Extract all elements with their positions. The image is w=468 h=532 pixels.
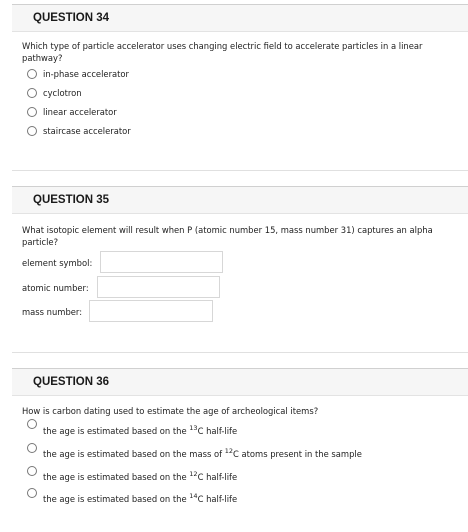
element-symbol-field[interactable]	[100, 251, 223, 273]
question-35-text: What isotopic element will result when P (atomic number 15, mass number 31) captures an alpha particle?	[22, 225, 433, 247]
mass-number-field[interactable]	[89, 300, 213, 322]
q36-option-4-label[interactable]: the age is estimated based on the $^{14}$C half-life	[43, 492, 238, 504]
q36-option-2-label[interactable]: the age is estimated based on the mass of $^{12}$C atoms present in the sample	[43, 447, 362, 459]
atomic-number-label: atomic number:	[22, 283, 89, 293]
question-35-title: QUESTION 35	[33, 194, 110, 206]
element-symbol-label: element symbol:	[22, 258, 93, 268]
q34-option-2-radio[interactable]	[27, 88, 37, 98]
mass-number-label: mass number:	[22, 307, 83, 317]
q36-option-1-radio[interactable]	[27, 419, 37, 429]
q34-option-3-label[interactable]: linear accelerator	[43, 107, 117, 117]
q34-option-4-label[interactable]: staircase accelerator	[43, 126, 131, 136]
question-36-title: QUESTION 36	[33, 376, 110, 388]
q36-option-3-label[interactable]: the age is estimated based on the $^{12}$C half-life	[43, 470, 238, 482]
q34-option-1-radio[interactable]	[27, 69, 37, 79]
q34-option-3-radio[interactable]	[27, 107, 37, 117]
q36-option-3-radio[interactable]	[27, 466, 37, 476]
atomic-number-field[interactable]	[97, 276, 220, 298]
q36-option-2-radio[interactable]	[27, 443, 37, 453]
divider	[12, 170, 468, 171]
q34-option-4-radio[interactable]	[27, 126, 37, 136]
q36-option-4-radio[interactable]	[27, 488, 37, 498]
divider	[12, 352, 468, 353]
q34-option-2-label[interactable]: cyclotron	[43, 88, 82, 98]
question-34-text: Which type of particle accelerator uses changing electric field to accelerate particles in a linear pathway?	[22, 41, 423, 63]
question-34-title: QUESTION 34	[33, 12, 110, 24]
question-36-text: How is carbon dating used to estimate the age of archeological items?	[22, 406, 319, 416]
q36-option-1-label[interactable]: the age is estimated based on the $^{13}$C half-life	[43, 424, 238, 436]
q34-option-1-label[interactable]: in-phase accelerator	[43, 69, 129, 79]
